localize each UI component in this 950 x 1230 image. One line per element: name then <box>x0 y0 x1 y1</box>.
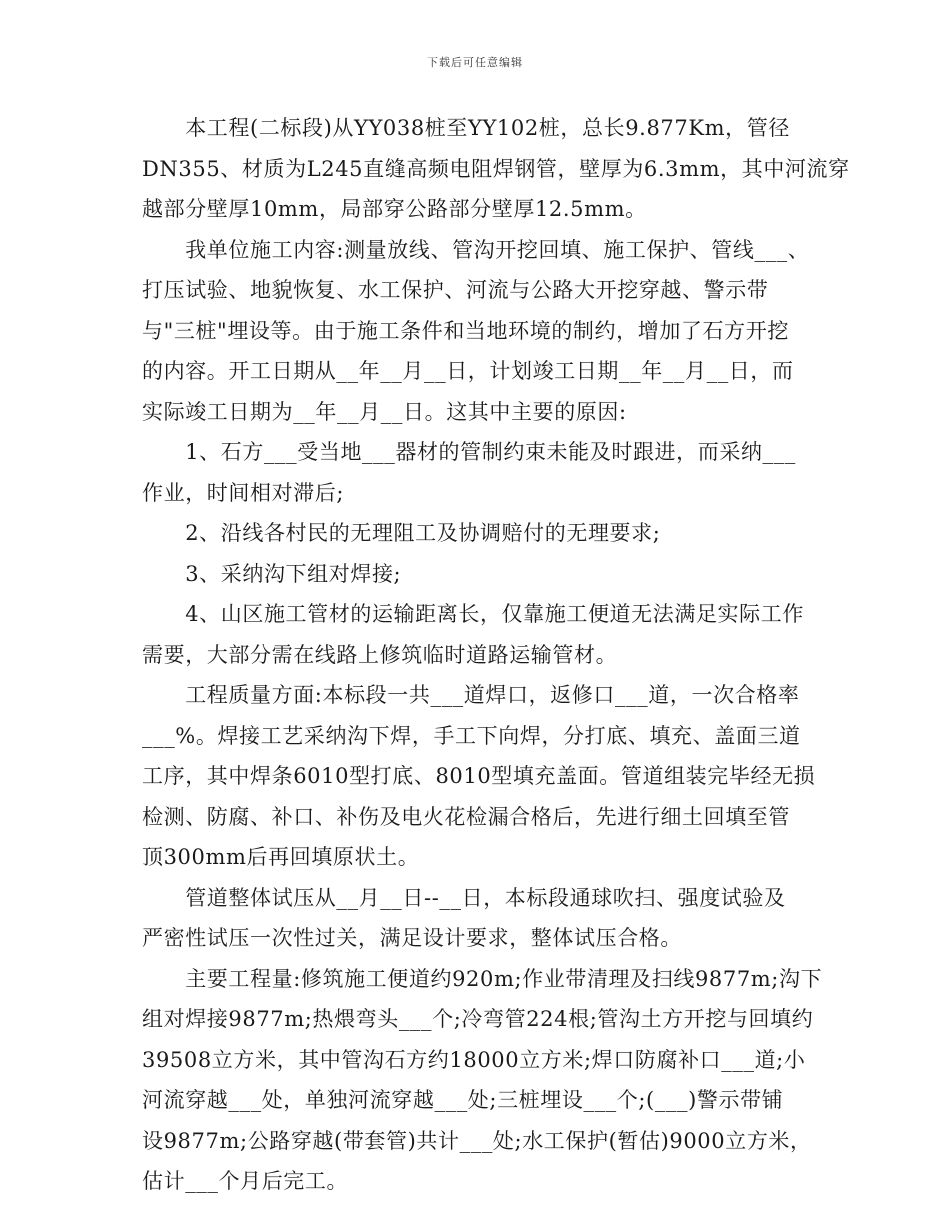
text-line: 我单位施工内容:测量放线、管沟开挖回填、施工保护、管线___、 <box>142 237 810 262</box>
text-line: 设9877m;公路穿越(带套管)共计___处;水工保护(暂估)9000立方米， <box>142 1128 812 1153</box>
text-line: 顶300mm后再回填原状土。 <box>142 845 420 869</box>
text-line: 1、石方___受当地___器材的管制约束未能及时跟进，而采纳___ <box>142 440 796 464</box>
text-line: 3、采纳沟下组对焊接; <box>142 561 402 586</box>
text-line: 需要，大部分需在线路上修筑临时道路运输管材。 <box>142 642 618 667</box>
text-line: 本工程(二标段)从YY038桩至YY102桩，总长9.877Km，管径 <box>142 116 790 140</box>
document-body <box>142 108 850 1202</box>
text-line: 的内容。开工日期从__年__月__日，计划竣工日期__年__月__日，而 <box>142 359 794 383</box>
text-line: DN355、材质为L245直缝高频电阻焊钢管，壁厚为6.3mm，其中河流穿 <box>142 156 850 181</box>
text-line: ___%。焊接工艺采纳沟下焊，手工下向焊，分打底、填充、盖面三道 <box>142 723 801 748</box>
text-line: 与"三桩"埋设等。由于施工条件和当地环境的制约，增加了石方开挖 <box>142 318 789 343</box>
text-line: 河流穿越___处，单独河流穿越___处;三桩埋设___个;(___)警示带铺 <box>142 1088 784 1112</box>
text-line: 越部分壁厚10mm，局部穿公路部分壁厚12.5mm。 <box>142 197 647 221</box>
text-line: 打压试验、地貌恢复、水工保护、河流与公路大开挖穿越、警示带 <box>142 278 769 302</box>
text-line: 工程质量方面:本标段一共___道焊口，返修口___道，一次合格率 <box>142 683 800 707</box>
text-line: 主要工程量:修筑施工便道约920m;作业带清理及扫线9877m;沟下 <box>142 966 823 991</box>
text-line: 管道整体试压从__月__日--__日，本标段通球吹扫、强度试验及 <box>142 885 786 910</box>
text-line: 实际竣工日期为__年__月__日。这其中主要的原因: <box>142 399 627 424</box>
text-line: 39508立方米，其中管沟石方约18000立方米;焊口防腐补口___道;小 <box>142 1047 806 1072</box>
text-line: 估计___个月后完工。 <box>142 1169 349 1193</box>
text-line: 作业，时间相对滞后; <box>142 480 345 505</box>
text-line: 严密性试压一次性过关，满足设计要求，整体试压合格。 <box>142 926 682 950</box>
text-line: 2、沿线各村民的无理阻工及协调赔付的无理要求; <box>142 521 661 545</box>
text-line: 检测、防腐、补口、补伤及电火花检漏合格后，先进行细土回填至管 <box>142 804 790 829</box>
text-line: 4、山区施工管材的运输距离长，仅靠施工便道无法满足实际工作 <box>142 602 804 626</box>
text-line: 组对焊接9877m;热煨弯头___个;冷弯管224根;管沟土方开挖与回填约 <box>142 1007 814 1031</box>
text-line: 工序，其中焊条6010型打底、8010型填充盖面。管道组装完毕经无损 <box>142 764 816 788</box>
page-header: 下载后可任意编辑 <box>427 56 523 69</box>
